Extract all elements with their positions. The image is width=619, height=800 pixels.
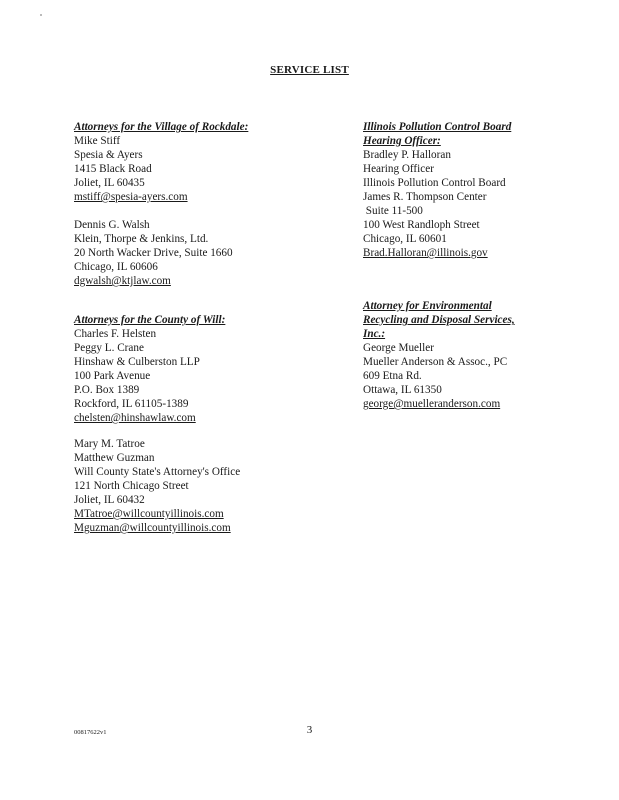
- county-will-section: [74, 313, 225, 425]
- email-link[interactable]: Brad.Halloran@illinois.gov: [363, 247, 488, 259]
- address-line: Mueller Anderson & Assoc., PC: [363, 356, 508, 368]
- erds-heading: Inc.:: [363, 328, 386, 340]
- county-heading: Attorneys for the County of Will:: [74, 314, 226, 326]
- address-line: Mike Stiff: [74, 135, 121, 147]
- address-line: 20 North Wacker Drive, Suite 1660: [74, 247, 233, 259]
- email-link[interactable]: Mguzman@willcountyillinois.com: [74, 522, 231, 534]
- erds-heading: Recycling and Disposal Services,: [363, 314, 515, 326]
- erds-section: [363, 299, 515, 411]
- board-heading: Illinois Pollution Control Board: [363, 121, 512, 133]
- scan-speck: [40, 14, 42, 16]
- address-line: Will County State's Attorney's Office: [74, 466, 241, 478]
- walsh-contact: [74, 218, 233, 288]
- address-line: Joliet, IL 60435: [74, 177, 145, 189]
- address-line: Dennis G. Walsh: [74, 219, 150, 231]
- address-line: Matthew Guzman: [74, 452, 155, 464]
- address-line: Klein, Thorpe & Jenkins, Ltd.: [74, 233, 209, 245]
- address-line: Illinois Pollution Control Board: [363, 177, 506, 189]
- address-line: Spesia & Ayers: [74, 149, 143, 161]
- address-line: Charles F. Helsten: [74, 328, 157, 340]
- address-line: Ottawa, IL 61350: [363, 384, 442, 396]
- email-link[interactable]: george@muelleranderson.com: [363, 398, 501, 410]
- address-line: Mary M. Tatroe: [74, 438, 145, 450]
- erds-heading: Attorney for Environmental: [363, 300, 492, 312]
- address-line: Joliet, IL 60432: [74, 494, 145, 506]
- address-line: Hearing Officer: [363, 163, 434, 175]
- board-heading: Hearing Officer:: [363, 135, 441, 147]
- address-line: Chicago, IL 60601: [363, 233, 447, 245]
- village-heading: Attorneys for the Village of Rockdale:: [74, 121, 249, 133]
- document-id: 00817622v1: [74, 729, 107, 736]
- page-title: SERVICE LIST: [270, 64, 349, 76]
- address-line: 1415 Black Road: [74, 163, 152, 175]
- email-link[interactable]: MTatroe@willcountyillinois.com: [74, 508, 224, 520]
- address-line: Bradley P. Halloran: [363, 149, 451, 161]
- address-line: 100 Park Avenue: [74, 370, 151, 382]
- address-line: 609 Etna Rd.: [363, 370, 422, 382]
- address-line: Rockford, IL 61105-1389: [74, 398, 189, 410]
- email-link[interactable]: chelsten@hinshawlaw.com: [74, 412, 196, 424]
- email-link[interactable]: dgwalsh@ktjlaw.com: [74, 275, 171, 287]
- address-line: 100 West Randloph Street: [363, 219, 480, 231]
- address-line: P.O. Box 1389: [74, 384, 140, 396]
- address-line: 121 North Chicago Street: [74, 480, 189, 492]
- address-line: Hinshaw & Culberston LLP: [74, 356, 200, 368]
- email-link[interactable]: mstiff@spesia-ayers.com: [74, 191, 188, 203]
- village-rockdale-section: [74, 120, 248, 204]
- address-line: James R. Thompson Center: [363, 191, 487, 203]
- address-line: Suite 11-500: [363, 205, 423, 217]
- address-line: Chicago, IL 60606: [74, 261, 158, 273]
- address-line: George Mueller: [363, 342, 434, 354]
- address-line: Peggy L. Crane: [74, 342, 144, 354]
- will-county-states-attorney: [74, 437, 240, 535]
- page-number: 3: [306, 724, 313, 736]
- pollution-board-section: [363, 120, 511, 260]
